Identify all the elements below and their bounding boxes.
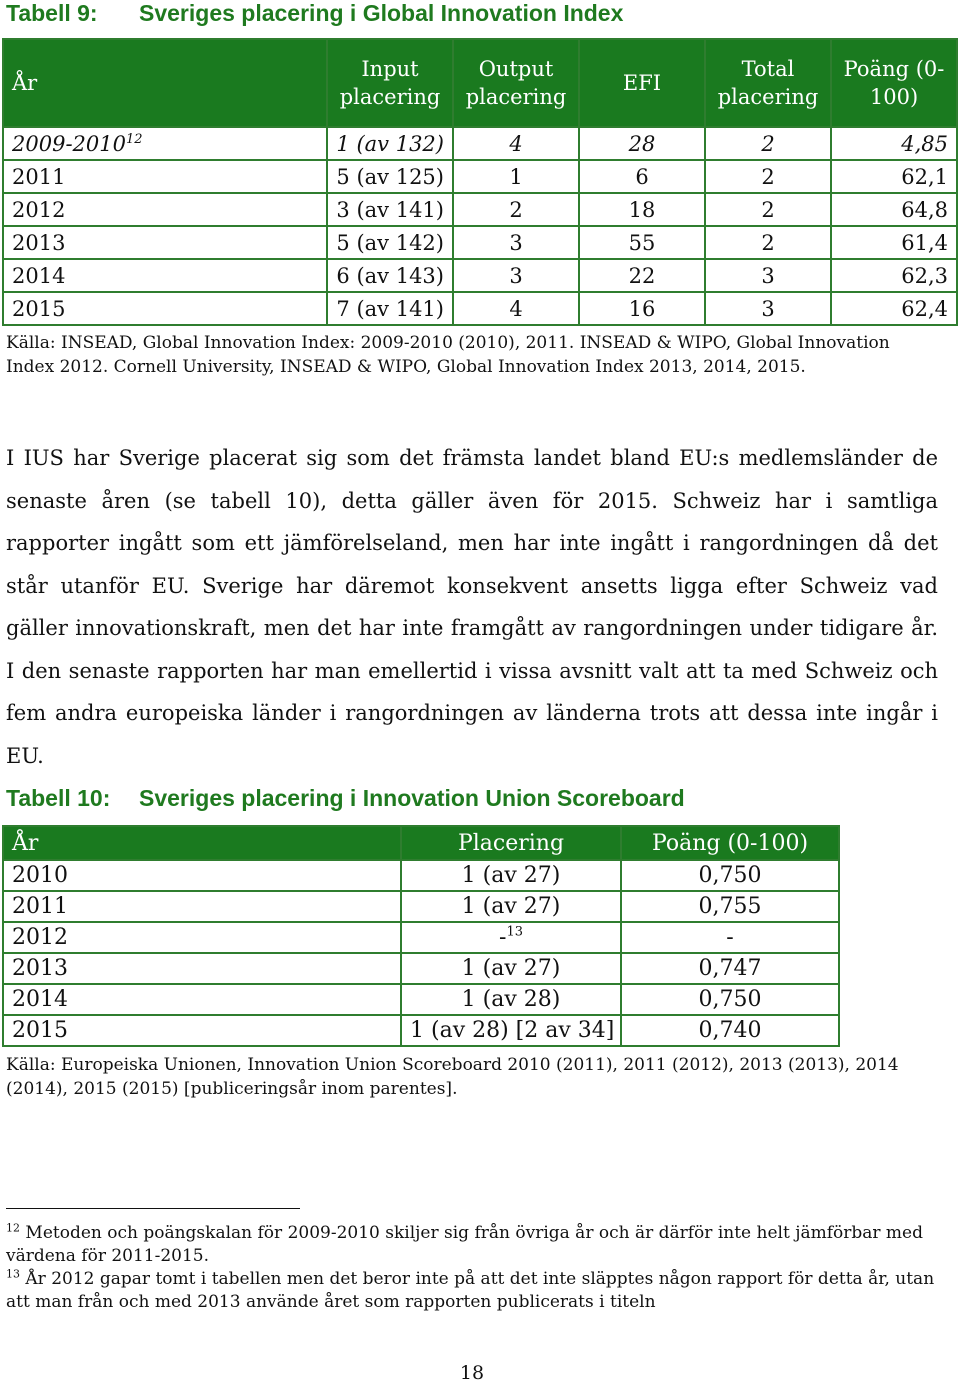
table9-caption-title: Sveriges placering i Global Innovation Index [139, 0, 624, 26]
table10-caption [6, 785, 685, 812]
footnote-number: 13 [6, 1267, 20, 1281]
table9-source: Källa: INSEAD, Global Innovation Index: 2009-2010 (2010), 2011. INSEAD & WIPO, Global Innovation Index 2012. Cornell University, INSEAD & WIPO, Global Innovation Index 2013, 2014, 2015. [6, 333, 890, 377]
points-cell: - [621, 922, 839, 953]
output-cell: 4 [453, 292, 579, 325]
table9 [2, 38, 958, 326]
points-cell: 62,3 [831, 259, 957, 292]
table9-caption [6, 0, 623, 27]
total-cell: 2 [705, 160, 831, 193]
year-cell: 2011 [3, 160, 327, 193]
input-cell: 6 (av 143) [327, 259, 453, 292]
input-cell: 5 (av 142) [327, 226, 453, 259]
total-cell: 2 [705, 226, 831, 259]
total-cell: 3 [705, 292, 831, 325]
table9-header-cell: Poäng (0-100) [831, 39, 957, 127]
total-cell: 3 [705, 259, 831, 292]
footnote-13 [6, 1268, 946, 1314]
table9-header-cell: Input placering [327, 39, 453, 127]
table10-header-cell: Placering [401, 826, 621, 860]
table10-header-cell: År [3, 826, 401, 860]
table9-header-cell: EFI [579, 39, 705, 127]
table10-caption-title: Sveriges placering i Innovation Union Scoreboard [139, 785, 685, 811]
efi-cell: 16 [579, 292, 705, 325]
table10-caption-number: Tabell 10: [6, 785, 111, 811]
year-cell: 2012 [3, 922, 401, 953]
input-cell: 7 (av 141) [327, 292, 453, 325]
year-cell: 2010 [3, 860, 401, 891]
input-cell: 5 (av 125) [327, 160, 453, 193]
points-cell: 0,755 [621, 891, 839, 922]
table-row [3, 160, 957, 193]
points-cell: 0,740 [621, 1015, 839, 1046]
table10-header-cell: Poäng (0-100) [621, 826, 839, 860]
placement-cell: 1 (av 28) [2 av 34] [401, 1015, 621, 1046]
table9-header-cell: Output placering [453, 39, 579, 127]
year-cell: 2015 [3, 292, 327, 325]
efi-cell: 6 [579, 160, 705, 193]
footnote-number: 12 [6, 1221, 20, 1235]
total-cell: 2 [705, 193, 831, 226]
year-cell: 2015 [3, 1015, 401, 1046]
year-cell: 2014 [3, 259, 327, 292]
efi-cell: 22 [579, 259, 705, 292]
year-cell: 2009-2010$^{12}$ [3, 127, 327, 160]
year-cell: 2013 [3, 226, 327, 259]
table-row [3, 953, 839, 984]
input-cell: 1 (av 132) [327, 127, 453, 160]
output-cell: 2 [453, 193, 579, 226]
table-row [3, 127, 957, 160]
placement-cell: 1 (av 27) [401, 953, 621, 984]
year-cell: 2014 [3, 984, 401, 1015]
table-row [3, 292, 957, 325]
points-cell: 4,85 [831, 127, 957, 160]
points-cell: 0,750 [621, 860, 839, 891]
year-cell: 2012 [3, 193, 327, 226]
table-row [3, 891, 839, 922]
output-cell: 4 [453, 127, 579, 160]
efi-cell: 28 [579, 127, 705, 160]
page-number: 18 [459, 1362, 485, 1384]
footnote-text: Metoden och poängskalan för 2009-2010 skiljer sig från övriga år och är därför inte helt jämförbar med värdena för 2011-2015. [6, 1223, 923, 1266]
points-cell: 62,4 [831, 292, 957, 325]
footnote-divider [6, 1208, 300, 1209]
body-paragraph: I IUS har Sverige placerat sig som det främsta landet bland EU:s medlemsländer de senaste åren (se tabell 10), detta gäller även för 2015. Schweiz har i samtliga rapporter ingått som ett jämförelseland, men har inte ingått i rangordningen då det står utanför EU. Sverige har däremot konsekvent ansetts ligga efter Schweiz vad gäller innovationskraft, men det har inte framgått av rangordningen under tidigare år. I den senaste rapporten har man emellertid i vissa avsnitt valt att ta med Schweiz och fem andra europeiska länder i rangordningen av länderna trots att dessa inte ingår i EU. [6, 446, 938, 768]
points-cell: 0,750 [621, 984, 839, 1015]
points-cell: 61,4 [831, 226, 957, 259]
placement-cell: -$^{13}$ [401, 922, 621, 953]
table10-header-row [3, 826, 839, 860]
total-cell: 2 [705, 127, 831, 160]
footnote-text: År 2012 gapar tomt i tabellen men det beror inte på att det inte släpptes någon rapport för detta år, utan att man från och med 2013 använde året som rapporten publicerats i titeln [6, 1269, 935, 1312]
points-cell: 0,747 [621, 953, 839, 984]
table-row [3, 1015, 839, 1046]
output-cell: 3 [453, 226, 579, 259]
input-cell: 3 (av 141) [327, 193, 453, 226]
points-cell: 62,1 [831, 160, 957, 193]
table-row [3, 860, 839, 891]
efi-cell: 55 [579, 226, 705, 259]
table-row [3, 922, 839, 953]
table9-header-cell: År [3, 39, 327, 127]
footnote-ref[interactable]: 13 [506, 924, 523, 940]
table9-header-cell: Total placering [705, 39, 831, 127]
year-cell: 2011 [3, 891, 401, 922]
efi-cell: 18 [579, 193, 705, 226]
table-row [3, 984, 839, 1015]
output-cell: 1 [453, 160, 579, 193]
table-row [3, 226, 957, 259]
table-row [3, 193, 957, 226]
table10-source: Källa: Europeiska Unionen, Innovation Union Scoreboard 2010 (2011), 2011 (2012), 2013 (2013), 2014 (2014), 2015 (2015) [publiceringsår inom parentes]. [6, 1055, 899, 1099]
footnote-ref[interactable]: 12 [125, 131, 143, 147]
placement-cell: 1 (av 27) [401, 891, 621, 922]
placement-cell: 1 (av 28) [401, 984, 621, 1015]
output-cell: 3 [453, 259, 579, 292]
year-cell: 2013 [3, 953, 401, 984]
table-row [3, 259, 957, 292]
footnote-12 [6, 1222, 946, 1268]
table10 [2, 825, 840, 1047]
placement-cell: 1 (av 27) [401, 860, 621, 891]
points-cell: 64,8 [831, 193, 957, 226]
table9-caption-number: Tabell 9: [6, 0, 98, 26]
table9-header-row [3, 39, 957, 127]
